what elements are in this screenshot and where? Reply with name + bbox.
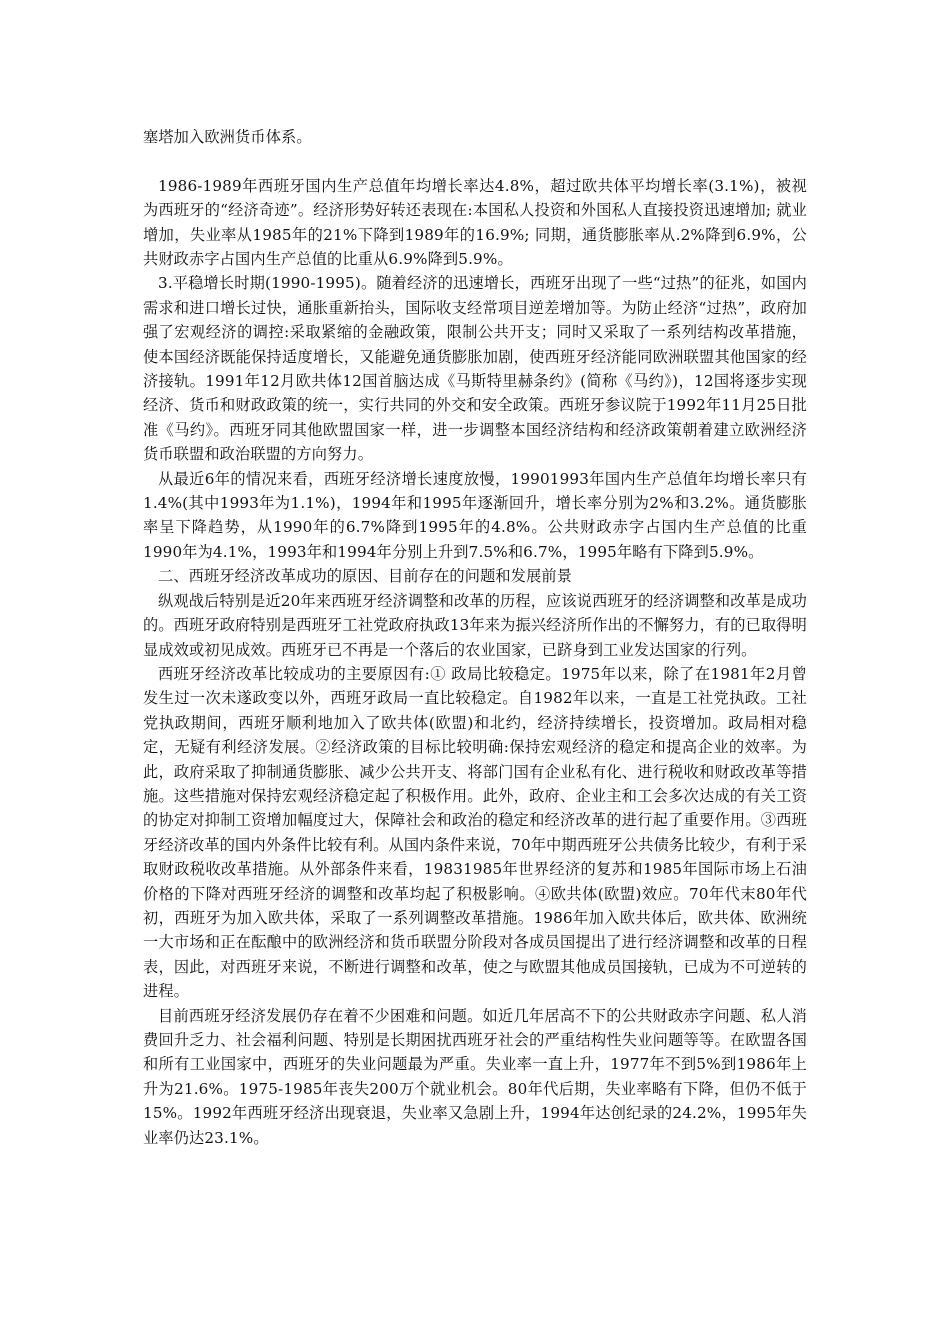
paragraph-1: 1986-1989年西班牙国内生产总值年均增长率达4.8%，超过欧共体平均增长率(3.1%)，被视为西班牙的“经济奇迹”。经济形势好转还表现在:本国私人投资和外国私人直接投资迅速增加; 就业增加，失业率从1985年的21%下降到1989年的16.9%; 同期，通货膨胀率从.2%降到6.9%，公共财政赤字占国内生产总值的比重从6.9%降到5.9%。 bbox=[143, 176, 807, 269]
paragraph-7: 目前西班牙经济发展仍存在着不少困难和问题。如近几年居高不下的公共财政赤字问题、私人消费回升乏力、社会福利问题、特别是长期困扰西班牙社会的严重结构性失业问题等等。在欧盟各国和所有工业国家中，西班牙的失业问题最为严重。失业率一直上升，1977年不到5%到1986年上升为21.6%。1975-1985年丧失200万个就业机会。80年代后期，失业率略有下降，但仍不低于15%。1992年西班牙经济出现衰退，失业率又急剧上升，1994年达创纪录的24.2%，1995年失业率仍达23.1%。 bbox=[143, 1006, 807, 1147]
paragraph-0: 塞塔加入欧洲货币体系。 bbox=[143, 128, 312, 146]
paragraph-5: 纵观战后特别是近20年来西班牙经济调整和改革的历程，应该说西班牙的经济调整和改革是成功的。西班牙政府特别是西班牙工社党政府执政13年来为振兴经济所作出的不懈努力，有的已取得明显成效或初见成效。西班牙已不再是一个落后的农业国家，已跻身到工业发达国家的行列。 bbox=[143, 591, 807, 659]
document-body bbox=[143, 125, 807, 1150]
paragraph-spacer bbox=[143, 149, 807, 173]
paragraph-3: 从最近6年的情况来看，西班牙经济增长速度放慢，19901993年国内生产总值年均增长率只有1.4%(其中1993年为1.1%)，1994年和1995年逐渐回升，增长率分别为2%和3.2%。通货膨胀率呈下降趋势，从1990年的6.7%降到1995年的4.8%。公共财政赤字占国内生产总值的比重1990年为4.1%，1993年和1994年分别上升到7.5%和6.7%，1995年略有下降到5.9%。 bbox=[143, 469, 807, 561]
paragraph-2: 3.平稳增长时期(1990-1995)。随着经济的迅速增长，西班牙出现了一些“过热”的征兆，如国内需求和进口增长过快，通胀重新抬头，国际收支经常项目逆差增加等。为防止经济“过热”，政府加强了宏观经济的调控:采取紧缩的金融政策，限制公共开支；同时又采取了一系列结构改革措施，使本国经济既能保持适度增长，又能避免通货膨胀加剧，使西班牙经济能同欧洲联盟其他国家的经济接轨。1991年12月欧共体12国首脑达成《马斯特里赫条约》(简称《马约》)，12国将逐步实现经济、货币和财政政策的统一，实行共同的外交和安全政策。西班牙参议院于1992年11月25日批准《马约》。西班牙同其他欧盟国家一样，进一步调整本国经济结构和经济政策朝着建立欧洲经济货币联盟和政治联盟的方向努力。 bbox=[143, 274, 807, 464]
section-heading: 二、西班牙经济改革成功的原因、目前存在的问题和发展前景 bbox=[158, 567, 573, 586]
paragraph-6: 西班牙经济改革比较成功的主要原因有:① 政局比较稳定。1975年以来，除了在1981年2月曾发生过一次未遂政变以外，西班牙政局一直比较稳定。自1982年以来，一直是工社党执政。工社党执政期间，西班牙顺利地加入了欧共体(欧盟)和北约，经济持续增长，投资增加。政局相对稳定，无疑有利经济发展。②经济政策的目标比较明确:保持宏观经济的稳定和提高企业的效率。为此，政府采取了抑制通货膨胀、减少公共开支、将部门国有企业私有化、进行税收和财政改革等措施。这些措施对保持宏观经济稳定起了积极作用。此外，政府、企业主和工会多次达成的有关工资的协定对抑制工资增加幅度过大，保障社会和政治的稳定和经济改革的进行起了重要作用。③西班牙经济改革的国内外条件比较有利。从国内条件来说，70年中期西班牙公共债务比较少，有利于采取财政税收改革措施。从外部条件来看，19831985年世界经济的复苏和1985年国际市场上石油价格的下降对西班牙经济的调整和改革均起了积极影响。④欧共体(欧盟)效应。70年代末80年代初，西班牙为加入欧共体，采取了一系列调整改革措施。1986年加入欧共体后，欧共体、欧洲统一大市场和正在酝酿中的欧洲经济和货币联盟分阶段对各成员国提出了进行经济调整和改革的日程表，因此，对西班牙来说，不断进行调整和改革，使之与欧盟其他成员国接轨，已成为不可逆转的进程。 bbox=[143, 664, 807, 1001]
